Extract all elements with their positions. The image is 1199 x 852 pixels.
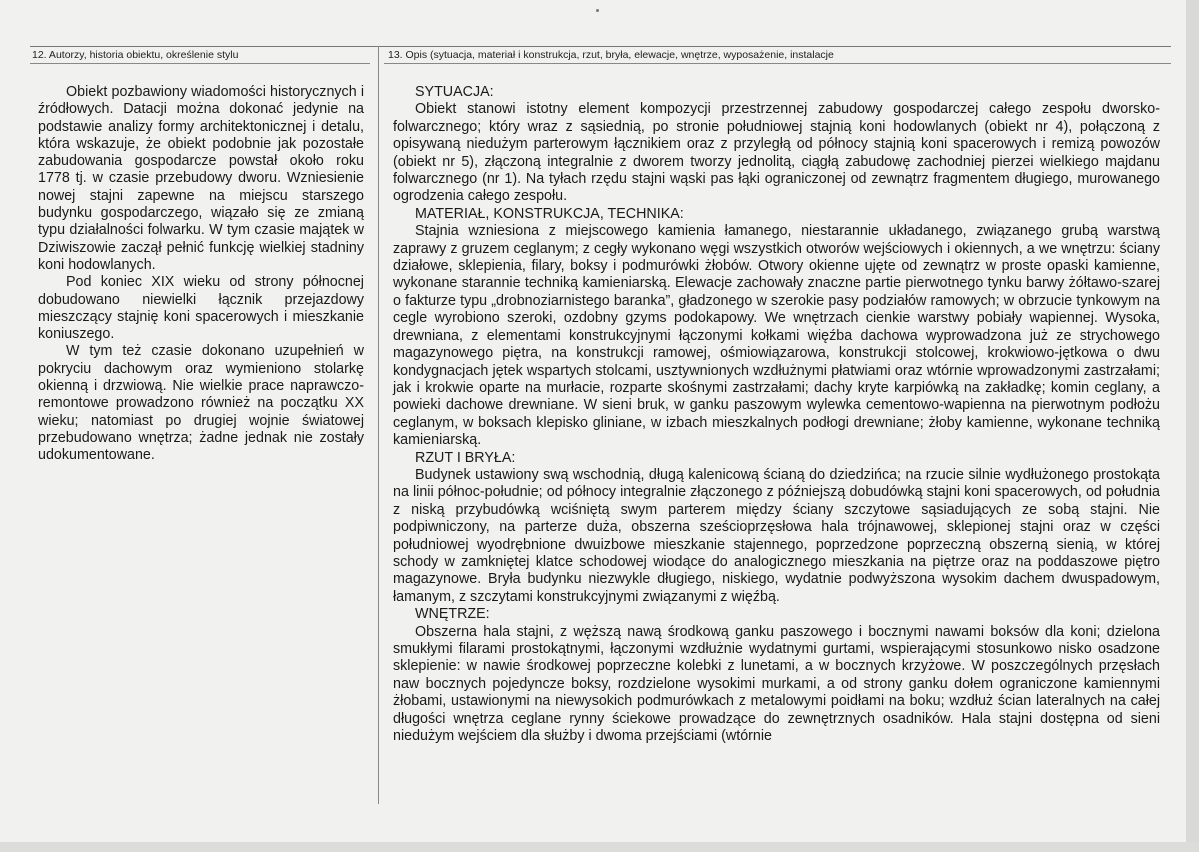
left-paragraph-1: Obiekt pozbawiony wiadomości historycznych i źródłowych. Datacji można dokonać jedynie na podstawie analizy formy architektonicznej i detalu, która wskazuje, że obiekt podobnie jak pozostałe zabudowania gospodarcze powstał około roku 1778 tj. w czasie przebudowy dworu. Wzniesienie nowej stajni zapewne na miejscu starszego budynku gospodarczego, wiązało się ze zmianą typu działalności folwarku. W tym czasie majątek w Dziwiszowie zaczął pełnić funkcję wielkiej stadniny koni hodowlanych.: [38, 84, 364, 273]
section-text-plan: Budynek ustawiony swą wschodnią, długą kalenicową ścianą do dziedzińca; na rzucie silnie wydłużonego prostokąta na linii północ-południe; od północy integralnie złączonego z późniejszą dobudówką stajni koni spacerowych, od południa z niską przybudówką wciśniętą swym parterem między ściany szczytowe sąsiadujących ze sobą stajni. Nie podpiwniczony, na parterze duża, obszerna sześcioprzęsłowa hala trójnawowej, sklepionej stajni oraz w części południowej wyodrębnione dwuizbowe mieszkanie stajennego, poprzedzone poprzeczną obszerną sienią, w której schody w zamkniętej klatce schodowej wiodące do analogicznego mieszkania na piętrze oraz na poddaszowe piętro magazynowe. Bryła budynku niezwykle długiego, niskiego, wydatnie podwyższona wysokim dachem dwuspadowym, łamanym, z szczytami konstrukcyjnymi związanymi z więźbą.: [393, 466, 1160, 605]
left-paragraph-3: W tym też czasie dokonano uzupełnień w pokryciu dachowym oraz wymieniono stolarkę okienną i drzwiową. Nie wielkie prace naprawczo-remontowe prowadzono również na początku XX wieku; natomiast po drugiej wojnie światowej przebudowano wnętrza; żadne jednak nie zostały udokumentowane.: [38, 343, 364, 464]
section-text-situation: Obiekt stanowi istotny element kompozycji przestrzennej zabudowy gospodarczej całego zespołu dworsko-folwarcznego; który wraz z sąsiednią, po stronie południowej stajnią koni hodowlanych (obiekt nr 4), połączoną z opisywaną niedużym parterowym łącznikiem oraz z przyległą od północy stajnią koni spacerowych i remizą powozów (obiekt nr 5), złączoną integralnie z dworem tworzy jednolitą, ciągłą zabudowę zachodniej pierzei wielkiego majdanu folwarcznego (nr 1). Na tyłach rzędu stajni wąski pas łąki ograniczonej od zewnątrz fragmentem długiego, murowanego ogrodzenia całego zespołu.: [393, 101, 1160, 205]
header-right: 13. Opis (sytuacja, materiał i konstrukcja, rzut, bryła, elewacje, wnętrze, wyposażenie, instalacje: [388, 49, 834, 61]
section-text-interior: Obszerna hala stajni, z węższą nawą środkową ganku paszowego i bocznymi nawami boksów dla koni; dzielona smukłymi filarami prostokątnymi, łączonymi wzdłużnie wydatnymi gurtami, wspierającymi stosunkowo nisko osadzone sklepienie: w nawie środkowej poprzeczne kolebki z lunetami, a w bocznych krzyżowe. W poszczególnych przęsłach naw bocznych pojedyncze boksy, rozdzielone wysokimi murkami, a od strony ganku dołem ograniczone kamiennymi żłobami, ustawionymi na niewysokich podmurówkach z metalowymi poidłami na boku; wzdłuż ścian lateralnych na całej długości wnętrza ceglane rynny ściekowe prowadzące do zewnętrznych osadników. Hala stajni dostępna od sieni niedużym wejściem dla służby i dwoma przejściami (wtórnie: [393, 623, 1160, 745]
left-column: [38, 84, 364, 465]
section-text-material: Stajnia wzniesiona z miejscowego kamienia łamanego, niestarannie układanego, związanego grubą warstwą zaprawy z gruzem ceglanym; z cegły wykonano węgi wszystkich otworów wejściowych i okiennych, a we wnętrzu: ściany działowe, sklepienia, filary, boksy i podmurówki żłobów. Otwory okienne ujęte od zewnątrz w proste opaski kamienne, wykonane starannie techniką kamieniarską. Elewacje zachowały znaczne partie pierwotnego tynku barwy żółtawo-szarej o fakturze typu „drobnoziarnistego baranka”, gładzonego w szerokie pasy podziałów ramowych; w obrzucie tynkowym na cegle wyrobiono szeroki, ozdobny gzyms podokapowy. We wnętrzach cienkie warstwy pobiały wapiennej. Wysoka, drewniana, z elementami konstrukcyjnymi łączonymi kołkami więźba dachowa wyprowadzona już ze strychowego magazynowego piętra, na konstrukcji ramowej, ośmiowiązarowa, konstrukcji stolcowej, krokwiowo-jętkowa o dwu kondygnacjach jętek wspartych stolcami, usztywnionych wzdłużnymi płatwiami oraz wtórnie wprowadzonymi zastrzałami; jak i krokwie oparte na murłacie, rozparte skośnymi zastrzałami; dachy kryte karpiówką na zakładkę; komin ceglany, a powieki dachowe drewniane. W sieni bruk, w ganku paszowym wylewka cementowo-wapienna na pierwotnym podłożu ceglanym, w boksach klepisko gliniane, w izbach mieszkalnych podłogi drewniane; żłoby kamienne, wykonane techniką kamieniarską.: [393, 223, 1160, 449]
column-divider: [378, 46, 379, 804]
section-heading-situation: SYTUACJA:: [415, 84, 494, 100]
scan-speck: [596, 9, 599, 12]
header-rule-left: [30, 63, 370, 64]
scan-edge-right: [1186, 0, 1199, 852]
section-heading-interior: WNĘTRZE:: [415, 606, 490, 623]
top-rule: [30, 46, 1171, 47]
header-left: 12. Autorzy, historia obiektu, określenie stylu: [32, 49, 239, 61]
scan-edge-bottom: [0, 842, 1199, 852]
header-rule-right: [384, 63, 1171, 64]
section-heading-material: MATERIAŁ, KONSTRUKCJA, TECHNIKA:: [415, 205, 684, 222]
left-paragraph-2: Pod koniec XIX wieku od strony północnej dobudowano niewielki łącznik przejazdowy mieszczący stajnię koni spacerowych i mieszkanie koniuszego.: [38, 274, 364, 343]
section-heading-plan: RZUT I BRYŁA:: [415, 449, 516, 466]
right-column: [393, 84, 1160, 745]
